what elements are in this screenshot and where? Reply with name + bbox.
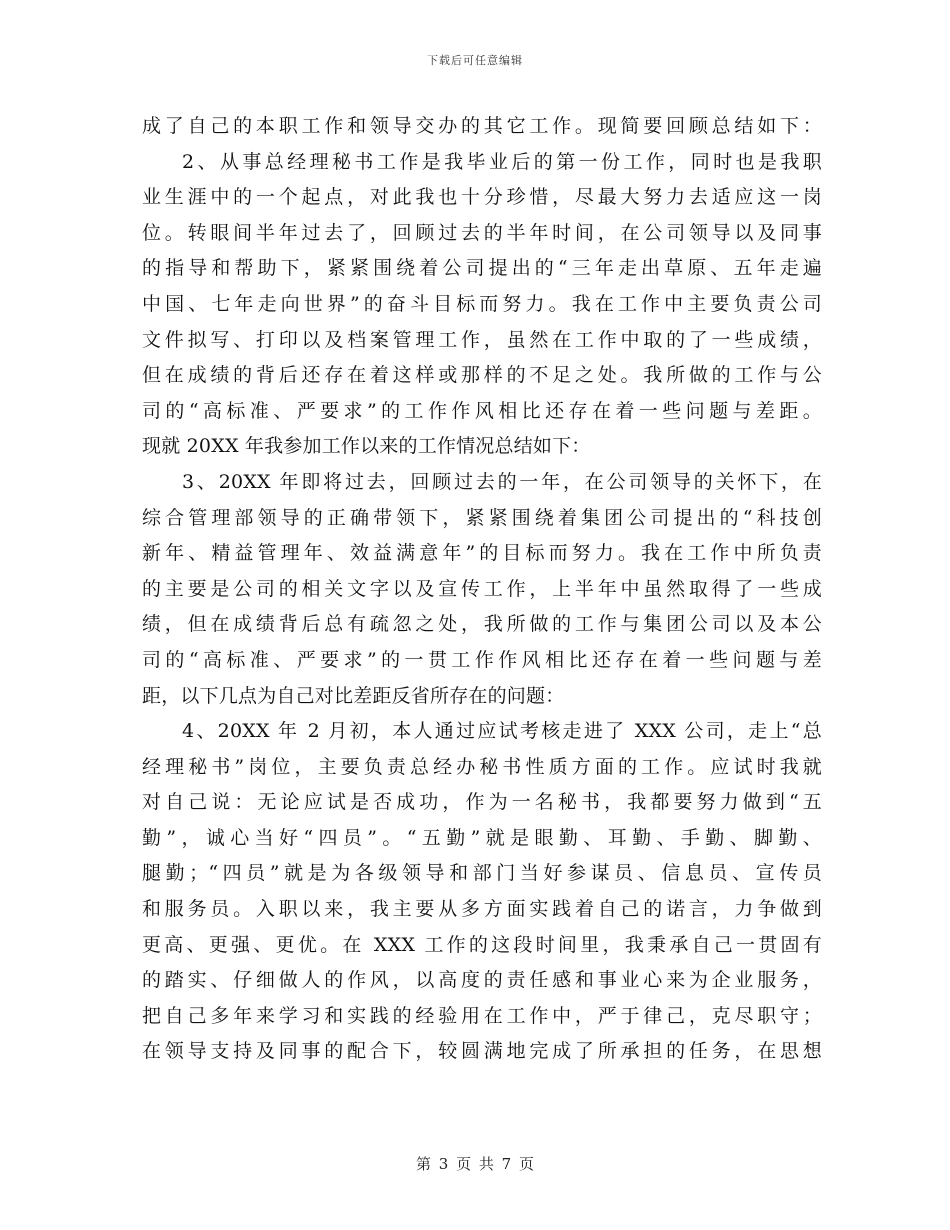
text-line: 的踏实、仔细做人的作风，以高度的责任感和事业心来为企业服务，: [142, 969, 822, 992]
text-line: 司的“高标准、严要求”的工作作风相比还存在着一些问题与差距。: [142, 399, 822, 422]
text-line: 中国、七年走向世界”的奋斗目标而努力。我在工作中主要负责公司: [142, 292, 822, 315]
text-line: 的主要是公司的相关文字以及宣传工作，上半年中虽然取得了一些成: [142, 577, 822, 600]
text-line: 在领导支持及同事的配合下，较圆满地完成了所承担的任务，在思想: [142, 1040, 822, 1063]
text-line: 经理秘书”岗位，主要负责总经办秘书性质方面的工作。应试时我就: [142, 755, 822, 778]
text-line: 新年、精益管理年、效益满意年”的目标而努力。我在工作中所负责: [142, 542, 822, 565]
paragraph-end-line: 现就 20XX 年我参加工作以来的工作情况总结如下：: [142, 435, 591, 458]
document-body: [142, 109, 822, 1070]
paragraph-start-line: 3、20XX 年即将过去，回顾过去的一年，在公司领导的关怀下，在: [182, 470, 822, 493]
text-line: 腿勤；“四员”就是为各级领导和部门当好参谋员、信息员、宣传员: [142, 862, 822, 885]
text-line: 综合管理部领导的正确带领下，紧紧围绕着集团公司提出的“科技创: [142, 506, 822, 529]
text-line: 的指导和帮助下，紧紧围绕着公司提出的“三年走出草原、五年走遍: [142, 257, 822, 280]
text-line: 文件拟写、打印以及档案管理工作，虽然在工作中取的了一些成绩，: [142, 328, 822, 351]
text-line: 对自己说：无论应试是否成功，作为一名秘书，我都要努力做到“五: [142, 791, 822, 814]
paragraph-start-line: 2、从事总经理秘书工作是我毕业后的第一份工作，同时也是我职: [182, 150, 822, 173]
text-line: 位。转眼间半年过去了，回顾过去的半年时间，在公司领导以及同事: [142, 221, 822, 244]
paragraph-end-line: 距，以下几点为自己对比差距反省所存在的问题：: [142, 684, 565, 707]
paragraph-start-line: 4、20XX 年 2 月初，本人通过应试考核走进了 XXX 公司，走上“总: [182, 720, 822, 743]
text-line: 司的“高标准、严要求”的一贯工作作风相比还存在着一些问题与差: [142, 648, 822, 671]
text-line: 业生涯中的一个起点，对此我也十分珍惜，尽最大努力去适应这一岗: [142, 186, 822, 209]
page-number-footer: 第 3 页 共 7 页: [416, 1155, 534, 1173]
header-note: 下载后可任意编辑: [427, 54, 523, 67]
text-line: 但在成绩的背后还存在着这样或那样的不足之处。我所做的工作与公: [142, 364, 822, 387]
text-line: 勤”，诚心当好“四员”。“五勤”就是眼勤、耳勤、手勤、脚勤、: [142, 826, 822, 849]
text-line: 绩，但在成绩背后总有疏忽之处，我所做的工作与集团公司以及本公: [142, 613, 822, 636]
text-line: 成了自己的本职工作和领导交办的其它工作。现简要回顾总结如下：: [142, 115, 822, 137]
text-line: 更高、更强、更优。在 XXX 工作的这段时间里，我秉承自己一贯固有: [142, 933, 822, 956]
text-line: 和服务员。入职以来，我主要从多方面实践着自己的诺言，力争做到: [142, 898, 822, 921]
text-line: 把自己多年来学习和实践的经验用在工作中，严于律己，克尽职守；: [142, 1004, 822, 1027]
